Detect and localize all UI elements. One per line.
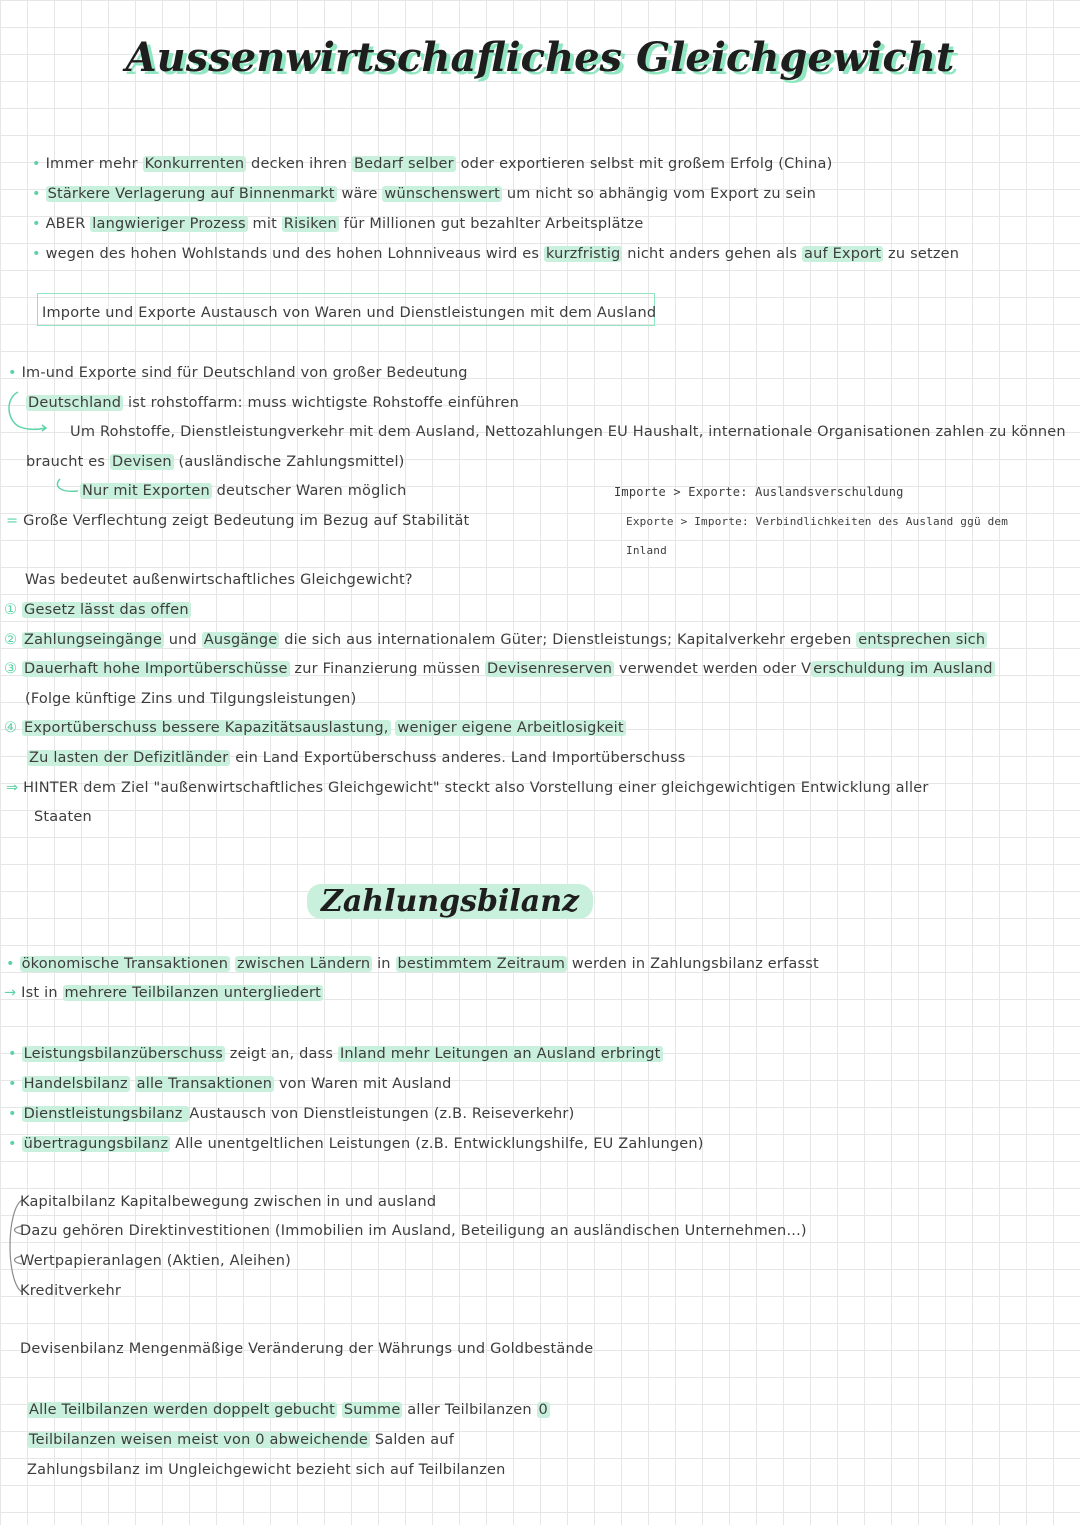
- definition-text: Importe und Exporte Austausch von Waren und Dienstleistungen mit dem Ausland: [42, 305, 657, 321]
- side-note-3: Inland: [626, 544, 667, 557]
- section-title-text: Zahlungsbilanz: [307, 884, 593, 919]
- section2-line: [26, 452, 405, 472]
- bullet-icon: •: [8, 1046, 22, 1062]
- highlighted-text: entsprechen sich: [858, 632, 986, 648]
- highlighted-text: Leistungsbilanzüberschuss: [23, 1046, 223, 1062]
- numbered-line: [4, 600, 191, 620]
- text-segment: in: [372, 956, 396, 972]
- text-segment: Große Verflechtung zeigt Bedeutung im Bezug auf Stabilität: [23, 513, 470, 529]
- text-segment: Immer mehr: [45, 156, 143, 172]
- highlighted-text: ökonomische Transaktionen: [21, 956, 229, 972]
- text-segment: werden in Zahlungsbilanz erfasst: [567, 956, 819, 972]
- text-segment: für Millionen gut bezahlter Arbeitsplätze: [338, 216, 644, 232]
- section4-line: [8, 1044, 663, 1064]
- highlighted-text: weniger eigene Arbeitlosigkeit: [397, 720, 624, 736]
- bullet-icon: •: [8, 1106, 22, 1122]
- bullet-icon: ③: [4, 661, 23, 677]
- highlighted-text: Teilbilanzen weisen meist von 0 abweichende: [29, 1432, 369, 1448]
- section6-line: [27, 1400, 550, 1420]
- text-segment: mit: [247, 216, 282, 232]
- bullet-icon: •: [8, 1076, 22, 1092]
- text-segment: Zahlungsbilanz im Ungleichgewicht bezieht sich auf Teilbilanzen: [27, 1462, 506, 1478]
- text-segment: wegen des hohen Wohlstands und des hohen Lohnniveaus wird es: [45, 246, 544, 262]
- text-segment: ist rohstoffarm: muss wichtigste Rohstoffe einführen: [123, 395, 519, 411]
- text-segment: zur Finanzierung müssen: [289, 661, 486, 677]
- section4-line: [8, 1074, 452, 1094]
- highlighted-text: 0: [538, 1402, 548, 1418]
- bullet-icon: •: [32, 186, 46, 202]
- text-segment: decken ihren: [246, 156, 352, 172]
- highlighted-text: Gesetz lässt das offen: [24, 602, 189, 618]
- section2-line: [70, 422, 1066, 442]
- section2-line: [6, 511, 469, 531]
- numbered-line: [27, 748, 685, 768]
- text-segment: Staaten: [34, 809, 92, 825]
- bullets1-line: [32, 184, 816, 204]
- bullet-icon: ①: [4, 602, 23, 618]
- text-segment: HINTER dem Ziel "außenwirtschaftliches Gleichgewicht" steckt also Vorstellung einer gleichgewichtigen Entwicklung aller: [23, 780, 929, 796]
- highlighted-text: übertragungsbilanz: [23, 1136, 169, 1152]
- section5-line: [20, 1281, 121, 1301]
- section5-line: [20, 1251, 291, 1271]
- highlighted-text: bestimmtem Zeitraum: [397, 956, 566, 972]
- section5-line: [20, 1221, 807, 1241]
- text-segment: Dazu gehören Direktinvestitionen (Immobilien im Ausland, Beteiligung an ausländischen Unternehmen...): [20, 1223, 807, 1239]
- highlighted-text: Devisen: [111, 454, 172, 470]
- highlighted-text: mehrere Teilbilanzen untergliedert: [64, 985, 321, 1001]
- numbered-line: [4, 718, 626, 738]
- text-segment: Austausch von Dienstleistungen (z.B. Reiseverkehr): [189, 1106, 575, 1122]
- text-segment: ein Land Exportüberschuss anderes. Land Importüberschuss: [230, 750, 686, 766]
- text-segment: Um Rohstoffe, Dienstleistungverkehr mit dem Ausland, Nettozahlungen EU Haushalt, internationale Organisationen zahlen zu können: [70, 424, 1066, 440]
- section4-line: [8, 1104, 574, 1124]
- bullet-icon: ④: [4, 720, 23, 736]
- section5-line: [20, 1192, 436, 1212]
- text-segment: verwendet werden oder V: [614, 661, 812, 677]
- section6-line: [27, 1460, 505, 1480]
- text-segment: wäre: [336, 186, 383, 202]
- highlighted-text: zwischen Ländern: [236, 956, 371, 972]
- highlighted-text: Bedarf selber: [353, 156, 454, 172]
- section-title: [0, 884, 990, 919]
- text-segment: ABER: [45, 216, 91, 232]
- text-segment: Wertpapieranlagen (Aktien, Aleihen): [20, 1253, 292, 1269]
- highlighted-text: Dauerhaft hohe Importüberschüsse: [24, 661, 288, 677]
- highlighted-text: Stärkere Verlagerung auf Binnenmarkt: [47, 186, 335, 202]
- text-segment: zeigt an, dass: [224, 1046, 338, 1062]
- question: Was bedeutet außenwirtschaftliches Gleichgewicht?: [25, 572, 413, 588]
- highlighted-text: Risiken: [283, 216, 337, 232]
- text-segment: braucht es: [26, 454, 110, 470]
- highlighted-text: alle Transaktionen: [136, 1076, 273, 1092]
- highlighted-text: Handelsbilanz: [23, 1076, 128, 1092]
- highlighted-text: Alle Teilbilanzen werden doppelt gebucht: [29, 1402, 336, 1418]
- text-segment: [130, 1076, 135, 1092]
- numbered-line: [25, 689, 356, 709]
- text-segment: und: [163, 632, 202, 648]
- bullet-icon: =: [6, 513, 24, 529]
- text-segment: um nicht so abhängig vom Export zu sein: [502, 186, 817, 202]
- section3-line: [4, 983, 323, 1003]
- text-segment: Ist in: [21, 985, 63, 1001]
- devisenbilanz-text: Devisenbilanz Mengenmäßige Veränderung der Währungs und Goldbestände: [20, 1341, 594, 1357]
- page-title-text: Aussenwirtschafliches Gleichgewicht: [125, 34, 955, 81]
- section2-line: [80, 481, 407, 501]
- bullet-icon: •: [8, 365, 22, 381]
- arrow-icon: [52, 477, 82, 499]
- highlighted-text: erschuldung im Ausland: [813, 661, 993, 677]
- highlighted-text: Deutschland: [28, 395, 122, 411]
- text-segment: zu setzen: [883, 246, 960, 262]
- section4-line: [8, 1134, 704, 1154]
- text-segment: Kapitalbilanz Kapitalbewegung zwischen in und ausland: [20, 1194, 437, 1210]
- text-segment: Salden auf: [370, 1432, 455, 1448]
- bullet-icon: •: [8, 1136, 22, 1152]
- highlighted-text: Nur mit Exporten: [82, 483, 210, 499]
- section6-line: [27, 1430, 454, 1450]
- highlighted-text: Devisenreserven: [487, 661, 613, 677]
- text-segment: von Waren mit Ausland: [274, 1076, 452, 1092]
- side-note-2: Exporte > Importe: Verbindlichkeiten des Ausland ggü dem: [626, 515, 1009, 528]
- bullet-icon: ⇒: [6, 780, 24, 796]
- text-segment: nicht anders gehen als: [622, 246, 802, 262]
- text-segment: oder exportieren selbst mit großem Erfolg (China): [455, 156, 833, 172]
- numbered-line: [34, 807, 92, 827]
- text-segment: (Folge künftige Zins und Tilgungsleistungen): [25, 691, 357, 707]
- side-note-1: Importe > Exporte: Auslandsverschuldung: [614, 485, 904, 499]
- highlighted-text: Summe: [343, 1402, 401, 1418]
- bullets1-line: [32, 214, 643, 234]
- highlighted-text: Exportüberschuss bessere Kapazitätsauslastung,: [24, 720, 389, 736]
- highlighted-text: auf Export: [803, 246, 882, 262]
- page-title: [0, 34, 1080, 81]
- section2-line: [8, 363, 468, 383]
- text-segment: Im-und Exporte sind für Deutschland von großer Bedeutung: [21, 365, 468, 381]
- highlighted-text: wünschenswert: [384, 186, 501, 202]
- bullets1-line: [32, 244, 959, 264]
- highlighted-text: langwieriger Prozess: [92, 216, 246, 232]
- section3-line: [6, 954, 819, 974]
- numbered-line: [6, 778, 929, 798]
- bullet-icon: •: [32, 216, 46, 232]
- text-segment: Kreditverkehr: [20, 1283, 122, 1299]
- bullet-icon: •: [6, 956, 20, 972]
- highlighted-text: Dienstleistungsbilanz: [23, 1106, 188, 1122]
- bullet-icon: •: [32, 246, 46, 262]
- numbered-line: [4, 630, 987, 650]
- text-segment: aller Teilbilanzen: [402, 1402, 537, 1418]
- highlighted-text: kurzfristig: [545, 246, 621, 262]
- text-segment: Alle unentgeltlichen Leistungen (z.B. Entwicklungshilfe, EU Zahlungen): [170, 1136, 704, 1152]
- highlighted-text: Konkurrenten: [144, 156, 245, 172]
- text-segment: (ausländische Zahlungsmittel): [173, 454, 405, 470]
- bullets1-line: [32, 154, 832, 174]
- bullet-icon: •: [32, 156, 46, 172]
- section2-line: [26, 393, 519, 413]
- highlighted-text: Zahlungseingänge: [24, 632, 162, 648]
- bullet-icon: →: [4, 985, 22, 1001]
- numbered-line: [4, 659, 995, 679]
- highlighted-text: Ausgänge: [203, 632, 278, 648]
- highlighted-text: Inland mehr Leitungen an Ausland erbringt: [339, 1046, 661, 1062]
- bullet-icon: ②: [4, 632, 23, 648]
- highlighted-text: Zu lasten der Defizitländer: [29, 750, 229, 766]
- text-segment: deutscher Waren möglich: [211, 483, 407, 499]
- text-segment: die sich aus internationalem Güter; Dienstleistungs; Kapitalverkehr ergeben: [279, 632, 857, 648]
